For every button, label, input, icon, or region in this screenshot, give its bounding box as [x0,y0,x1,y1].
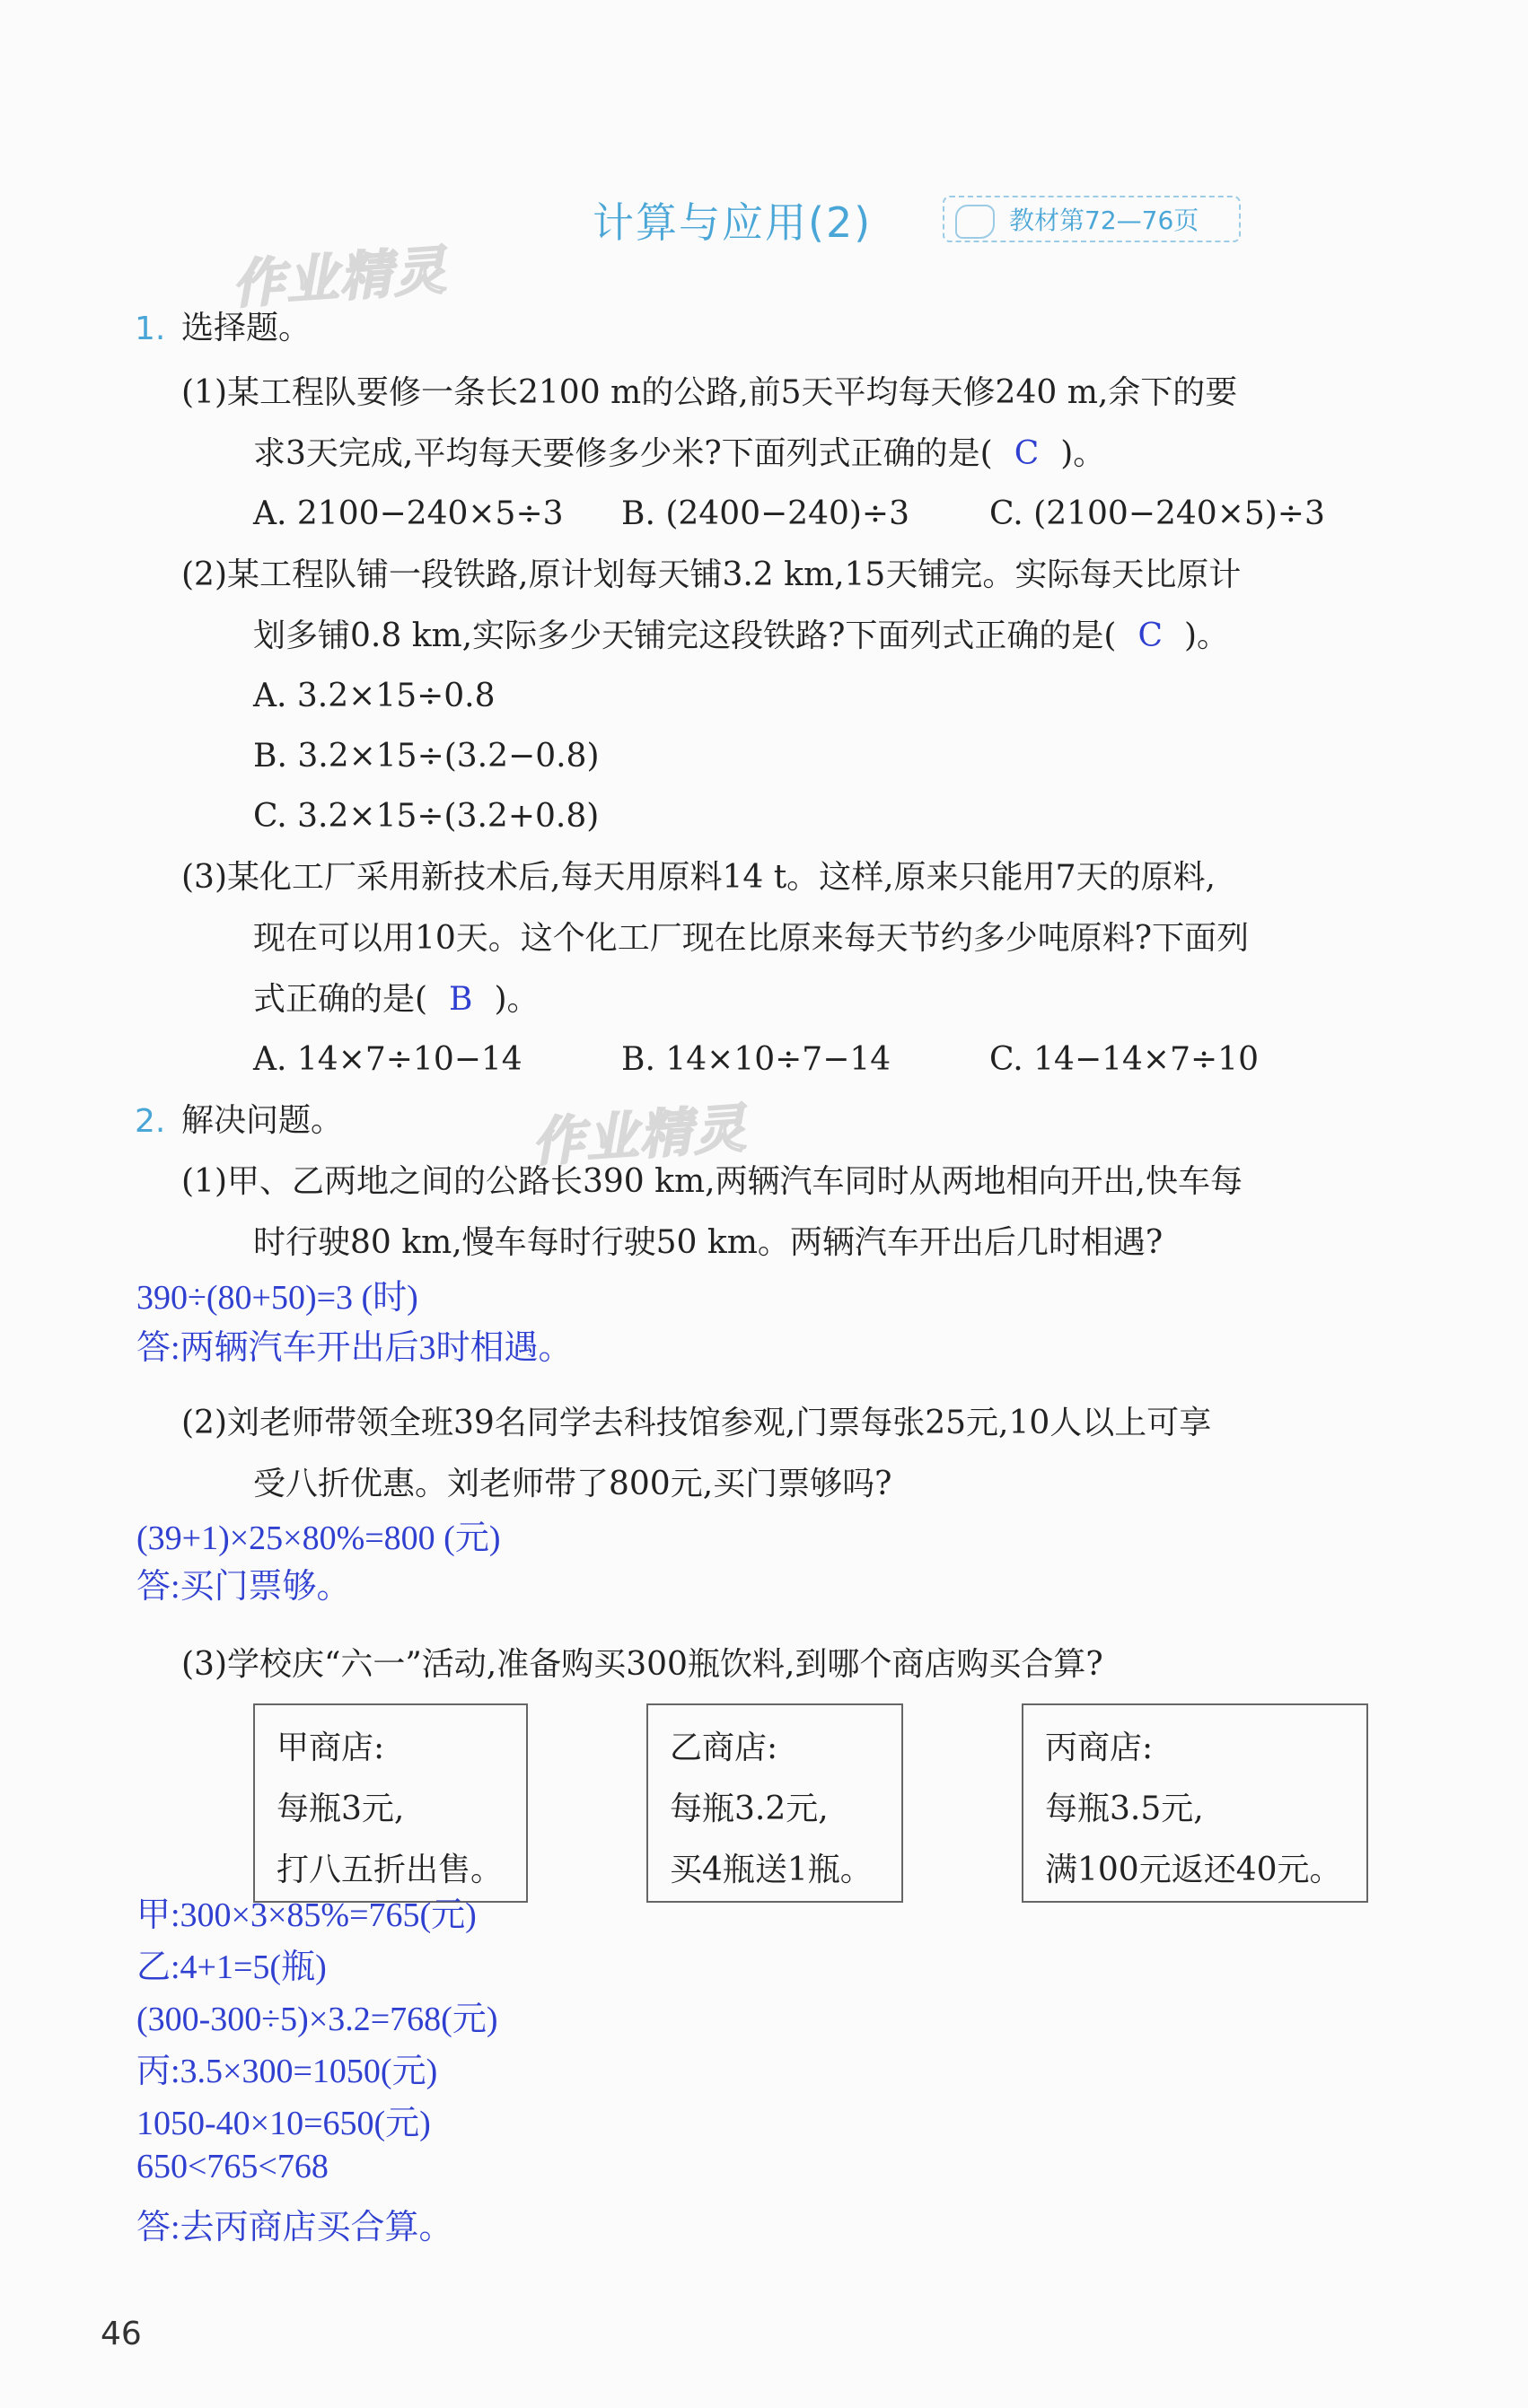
q1-s3-option-b: B. 14×10÷7−14 [621,1041,891,1078]
q1-s1-option-c: C. (2100−240×5)÷3 [989,495,1325,532]
q1-s2-option-a: A. 3.2×15÷0.8 [253,678,496,714]
q1-s1-option-b: B. (2400−240)÷3 [621,495,909,532]
store-deal: 打八五折出售。 [277,1852,504,1888]
q2-s2-answer: 答:买门票够。 [136,1568,351,1606]
textbook-reference: 教材第72—76页 [1009,206,1199,235]
q1-s2-line2: 划多铺0.8 km,实际多少天铺完这段铁路?下面列式正确的是( C )。 [253,617,1230,654]
q1-s2-answer: C [1137,617,1163,654]
store-name: 甲商店: [277,1729,385,1766]
q2-s2-line2: 受八折优惠。刘老师带了800元,买门票够吗? [253,1466,892,1502]
q1-heading: 选择题。 [181,310,312,346]
q1-s3-option-c: C. 14−14×7÷10 [989,1041,1259,1078]
q1-s2-option-b: B. 3.2×15÷(3.2−0.8) [253,738,600,775]
q1-s1-line2: 求3天完成,平均每天要修多少米?下面列式正确的是( C )。 [253,435,1106,472]
q1-s3-line2: 现在可以用10天。这个化工厂现在比原来每天节约多少吨原料?下面列 [253,920,1250,957]
q1-s3-line1: (3)某化工厂采用新技术后,每天用原料14 t。这样,原来只能用7天的原料, [181,859,1216,896]
q2-s3-work-line: 甲:300×3×85%=765(元) [136,1896,477,1934]
page-number: 46 [101,2316,142,2352]
store-box-jia [253,1703,528,1903]
q1-s1-line1: (1)某工程队要修一条长2100 m的公路,前5天平均每天修240 m,余下的要 [181,374,1238,411]
store-name: 乙商店: [670,1729,778,1766]
q2-s3-work-line: 650<765<768 [136,2148,329,2185]
q1-s2-line1: (2)某工程队铺一段铁路,原计划每天铺3.2 km,15天铺完。实际每天比原计 [181,556,1242,593]
q2-s3-work-line: 1050-40×10=650(元) [136,2105,431,2142]
page-title: 计算与应用(2) [593,198,873,247]
q1-s3-answer: B [449,981,473,1018]
q1-s1-option-a: A. 2100−240×5÷3 [253,495,564,532]
cloud-icon [955,205,995,239]
watermark-2: 作业精灵 [530,1097,750,1174]
textbook-reference-badge [943,196,1241,242]
q2-s3-work-line: (300-300÷5)×3.2=768(元) [136,2001,498,2038]
store-price: 每瓶3.2元, [670,1791,829,1827]
q2-s3-line1: (3)学校庆“六一”活动,准备购买300瓶饮料,到哪个商店购买合算? [181,1646,1103,1683]
q2-s3-answer: 答:去丙商店买合算。 [136,2209,453,2246]
q1-s3-option-a: A. 14×7÷10−14 [253,1041,523,1078]
q2-s1-work: 390÷(80+50)=3 (时) [136,1279,418,1317]
store-name: 丙商店: [1045,1729,1154,1766]
q2-s2-line1: (2)刘老师带领全班39名同学去科技馆参观,门票每张25元,10人以上可享 [181,1405,1212,1441]
q2-s3-work-line: 乙:4+1=5(瓶) [136,1948,327,1986]
q1-s1-answer: C [1014,435,1040,472]
q2-s1-line1: (1)甲、乙两地之间的公路长390 km,两辆汽车同时从两地相向开出,快车每 [181,1163,1243,1200]
q1-s2-option-c: C. 3.2×15÷(3.2+0.8) [253,798,600,835]
q2-s2-work: (39+1)×25×80%=800 (元) [136,1519,501,1557]
store-price: 每瓶3.5元, [1045,1791,1204,1827]
store-deal: 满100元返还40元。 [1045,1852,1342,1888]
store-price: 每瓶3元, [277,1791,405,1827]
q1-s3-line3: 式正确的是( B )。 [253,981,540,1018]
q2-s3-work-line: 丙:3.5×300=1050(元) [136,2053,438,2090]
q2-s1-line2: 时行驶80 km,慢车每时行驶50 km。两辆汽车开出后几时相遇? [253,1224,1164,1261]
q2-heading: 解决问题。 [181,1102,344,1139]
store-deal: 买4瓶送1瓶。 [670,1852,873,1888]
q2-s1-answer: 答:两辆汽车开出后3时相遇。 [136,1329,573,1367]
q1-number: 1. [135,311,166,347]
watermark-1: 作业精灵 [230,239,450,316]
store-box-bing [1022,1703,1368,1903]
store-box-yi [646,1703,903,1903]
q2-number: 2. [135,1103,166,1140]
